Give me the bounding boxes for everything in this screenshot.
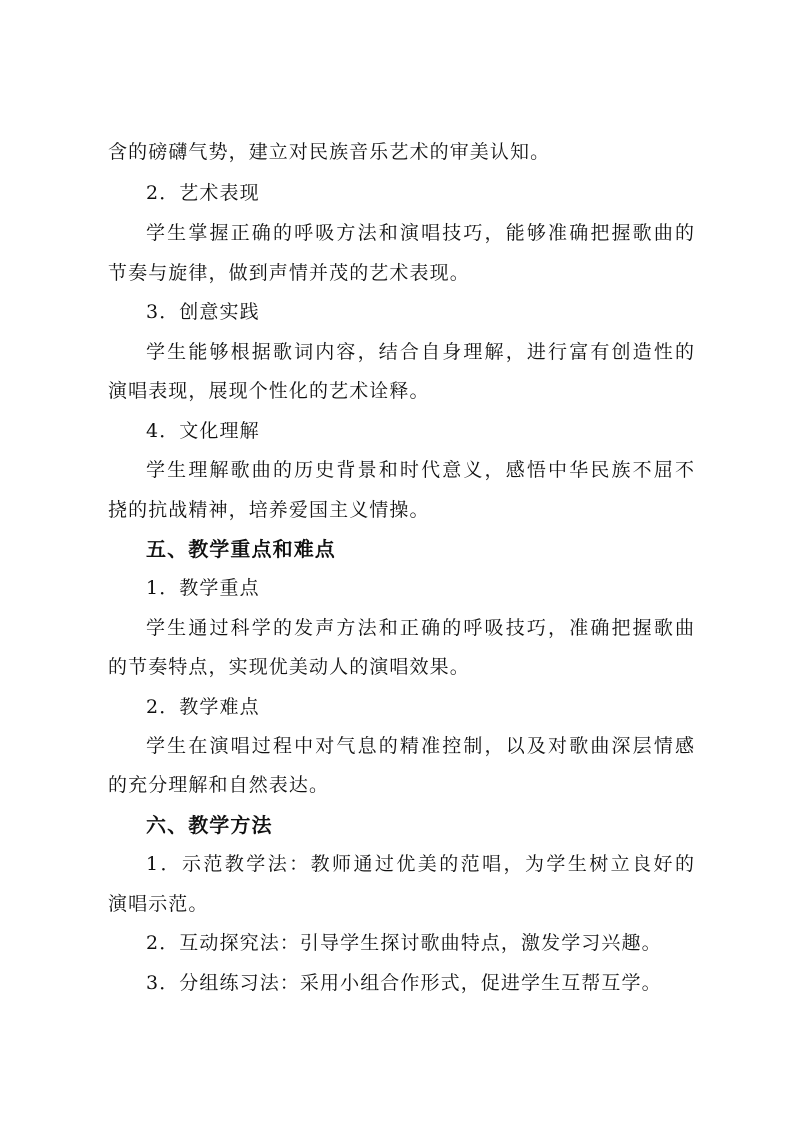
- paragraph-line: 演唱示范。: [108, 893, 209, 915]
- paragraph-line: 学生能够根据歌词内容，结合自身理解，进行富有创造性的: [146, 341, 694, 363]
- subheading-creative-practice: 3．创意实践: [146, 301, 260, 323]
- section-heading-methods: 六、教学方法: [146, 813, 273, 837]
- method-item: 2．互动探究法：引导学生探讨歌曲特点，激发学习兴趣。: [146, 932, 662, 954]
- paragraph-line: 学生掌握正确的呼吸方法和演唱技巧，能够准确把握歌曲的: [146, 222, 694, 244]
- method-item: 1．示范教学法：教师通过优美的范唱，为学生树立良好的: [146, 853, 694, 875]
- subheading-teaching-focus: 1．教学重点: [146, 577, 260, 599]
- paragraph-line: 演唱表现，展现个性化的艺术诠释。: [108, 380, 430, 402]
- paragraph-line: 的充分理解和自然表达。: [108, 774, 330, 796]
- method-item: 3．分组练习法：采用小组合作形式，促进学生互帮互学。: [146, 972, 662, 994]
- subheading-teaching-difficulty: 2．教学难点: [146, 696, 260, 718]
- paragraph-line: 含的磅礴气势，建立对民族音乐艺术的审美认知。: [108, 141, 551, 163]
- paragraph-line: 学生通过科学的发声方法和正确的呼吸技巧，准确把握歌曲: [146, 617, 694, 639]
- subheading-cultural-understanding: 4．文化理解: [146, 420, 260, 442]
- paragraph-line: 节奏与旋律，做到声情并茂的艺术表现。: [108, 262, 470, 284]
- subheading-art-expression: 2．艺术表现: [146, 182, 260, 204]
- paragraph-line: 挠的抗战精神，培养爱国主义情操。: [108, 499, 430, 521]
- paragraph-line: 学生理解歌曲的历史背景和时代意义，感悟中华民族不屈不: [146, 459, 694, 481]
- paragraph-line: 学生在演唱过程中对气息的精准控制，以及对歌曲深层情感: [146, 735, 694, 757]
- paragraph-line: 的节奏特点，实现优美动人的演唱效果。: [108, 656, 470, 678]
- section-heading-key-points: 五、教学重点和难点: [146, 537, 336, 561]
